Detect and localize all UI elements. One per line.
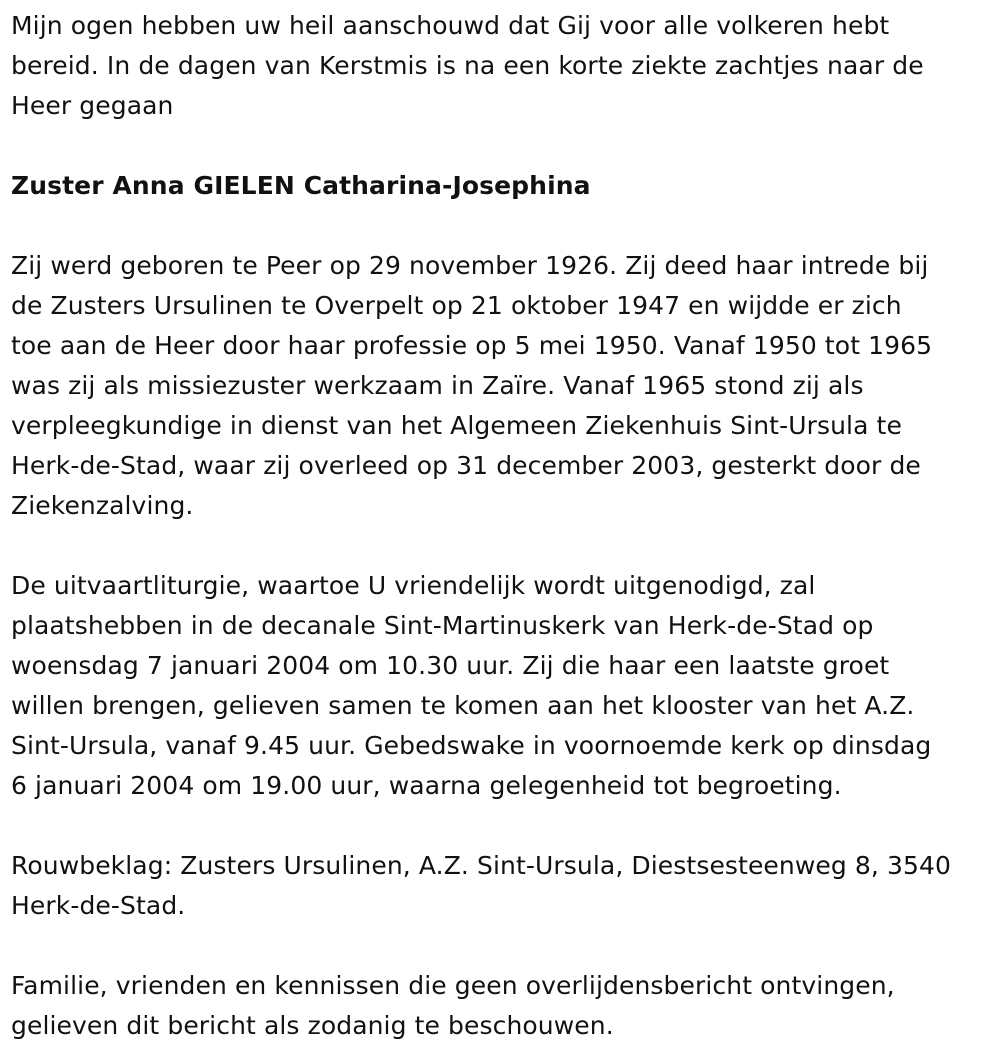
condolences-paragraph: Rouwbeklag: Zusters Ursulinen, A.Z. Sint-Ursula, Diestsesteenweg 8, 3540 Herk-de-Stad. <box>11 851 952 920</box>
closing-paragraph: Familie, vrienden en kennissen die geen overlijdensbericht ontvingen, gelieven dit bericht als zodanig te beschouwen. <box>11 971 895 1040</box>
biography-paragraph: Zij werd geboren te Peer op 29 november 1926. Zij deed haar intrede bij de Zusters Ursulinen te Overpelt op 21 oktober 1947 en wijdde er zich toe aan de Heer door haar professie op 5 mei 1950. Vanaf 1950 tot 1965 was zij als missiezuster werkzaam in Zaïre. Vanaf 1965 stond zij als verpleegkundige in dienst van het Algemeen Ziekenhuis Sint-Ursula te Herk-de-Stad, waar zij overleed op 31 december 2003, gesterkt door de Ziekenzalving. <box>11 251 933 520</box>
death-notice <box>11 6 996 1046</box>
intro-paragraph: Mijn ogen hebben uw heil aanschouwd dat Gij voor alle volkeren hebt bereid. In de dagen van Kerstmis is na een korte ziekte zachtjes naar de Heer gegaan <box>11 11 924 120</box>
funeral-paragraph: De uitvaartliturgie, waartoe U vriendelijk wordt uitgenodigd, zal plaatshebben in de decanale Sint-Martinuskerk van Herk-de-Stad op woensdag 7 januari 2004 om 10.30 uur. Zij die haar een laatste groet willen brengen, gelieven samen te komen aan het klooster van het A.Z. Sint-Ursula, vanaf 9.45 uur. Gebedswake in voornoemde kerk op dinsdag 6 januari 2004 om 19.00 uur, waarna gelegenheid tot begroeting. <box>11 571 932 800</box>
deceased-name: Zuster Anna GIELEN Catharina-Josephina <box>11 171 591 200</box>
